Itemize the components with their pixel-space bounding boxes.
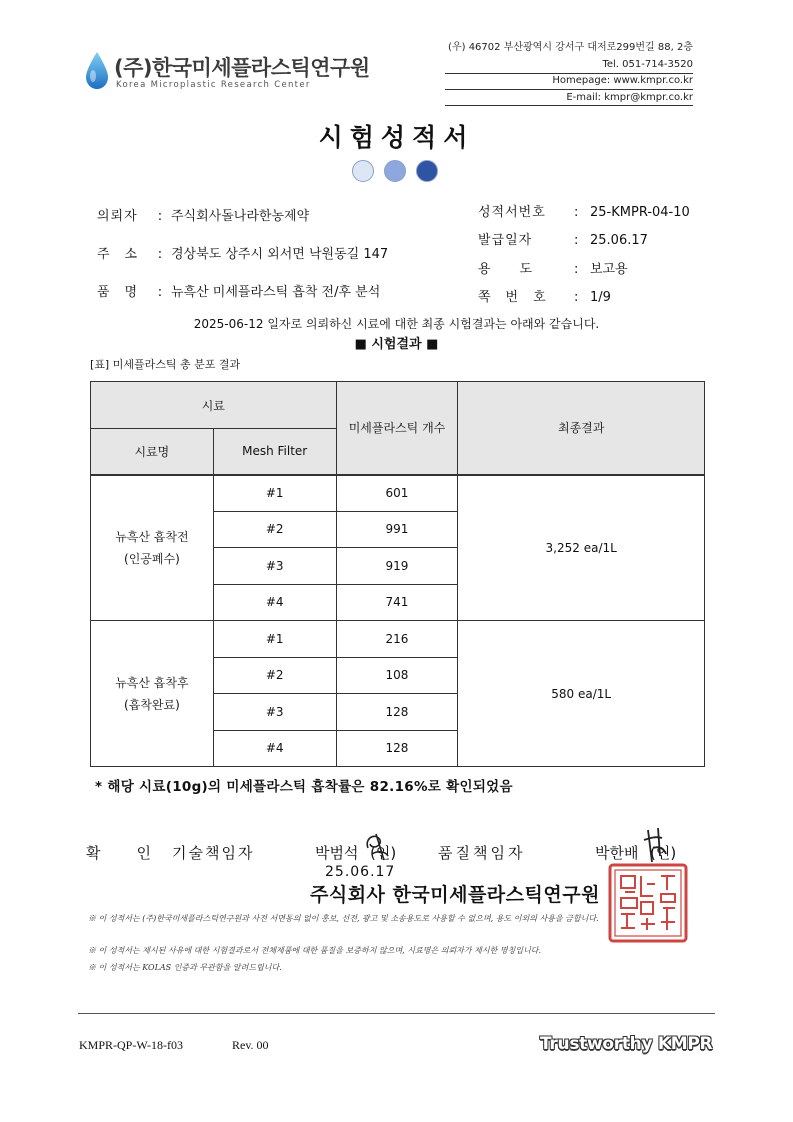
revision: Rev. 00 xyxy=(232,1038,269,1052)
mesh-cell: #4 xyxy=(213,584,336,621)
info-value: 25-KMPR-04-10 xyxy=(590,205,690,220)
table-caption: [표] 미세플라스틱 총 분포 결과 xyxy=(90,358,241,371)
tech-manager-label: 기술책임자 xyxy=(172,844,255,862)
dot-light xyxy=(352,160,374,182)
mesh-cell: #2 xyxy=(213,511,336,548)
sample-name: 뉴흑산 흡착전 xyxy=(115,529,189,544)
document-title: 시험성적서 xyxy=(318,123,475,152)
info-purpose: 용 도 : 보고용 xyxy=(478,258,628,277)
intro-text: 2025-06-12 일자로 의뢰하신 시료에 대한 최종 시험결과는 아래와 같습니다. xyxy=(193,317,600,331)
info-label: 품 명 xyxy=(97,285,139,300)
sample-name-cell xyxy=(91,475,214,621)
count-cell: 216 xyxy=(336,621,458,658)
mesh-cell: #3 xyxy=(213,694,336,731)
slogan: Trustworthy KMPR xyxy=(540,1034,713,1054)
quality-manager-name: 박한배 xyxy=(595,844,639,862)
info-label: 성적서번호 xyxy=(478,205,546,220)
disclaimer-1: ※ 이 성적서는 (주)한국미세플라스틱연구원과 사전 서면동의 없이 홍보, 선전, 광고 및 소송용도로 사용할 수 없으며, 용도 이외의 사용을 금합니다. xyxy=(88,914,599,923)
sample-subname: (흡착완료) xyxy=(124,697,180,712)
header-sample-name: 시료명 xyxy=(91,429,214,475)
info-label: 발급일자 xyxy=(478,233,533,248)
count-cell: 919 xyxy=(336,548,458,585)
address: (우) 46702 부산광역시 강서구 대저로299번길 88, 2층 xyxy=(448,42,693,53)
info-value: 보고용 xyxy=(590,262,628,277)
water-drop-logo-icon xyxy=(84,51,110,91)
tech-manager-seal-mark: (인) xyxy=(370,844,397,862)
info-label: 용 도 xyxy=(478,262,534,277)
contact-rule xyxy=(445,105,693,106)
dot-dark xyxy=(416,160,438,182)
table-row xyxy=(91,475,705,512)
header-count: 미세플라스틱 개수 xyxy=(336,382,458,475)
homepage: Homepage: www.kmpr.co.kr xyxy=(552,75,693,86)
mesh-cell: #1 xyxy=(213,621,336,658)
tel: Tel. 051-714-3520 xyxy=(602,58,693,70)
mesh-cell: #4 xyxy=(213,730,336,767)
info-issue-date: 발급일자 : 25.06.17 xyxy=(478,229,648,248)
info-value: 1/9 xyxy=(590,290,611,305)
count-cell: 108 xyxy=(336,657,458,694)
info-label: 주 소 xyxy=(97,247,139,262)
adsorption-note: * 해당 시료(10g)의 미세플라스틱 흡착률은 82.16%로 확인되었음 xyxy=(95,779,513,795)
header-sample: 시료 xyxy=(91,382,337,429)
final-cell: 580 ea/1L xyxy=(458,621,705,767)
info-product: 품 명 : 뉴흑산 미세플라스틱 흡착 전/후 분석 xyxy=(97,281,380,300)
count-cell: 601 xyxy=(336,475,458,512)
org-name: (주)한국미세플라스틱연구원 xyxy=(114,56,370,80)
disclaimer-3: ※ 이 성적서는 KOLAS 인증과 무관함을 알려드립니다. xyxy=(88,963,282,972)
quality-manager-label: 품질책임자 xyxy=(438,844,526,862)
info-value: 뉴흑산 미세플라스틱 흡착 전/후 분석 xyxy=(171,285,381,300)
result-heading: ■ 시험결과 ■ xyxy=(354,337,439,352)
count-cell: 128 xyxy=(336,694,458,731)
contact-rule xyxy=(445,73,693,74)
sample-name: 뉴흑산 흡착후 xyxy=(115,675,189,690)
tech-manager-name: 박범석 xyxy=(315,844,359,862)
info-label: 의뢰자 xyxy=(97,209,138,224)
mesh-cell: #3 xyxy=(213,548,336,585)
contact-rule xyxy=(445,89,693,90)
count-cell: 741 xyxy=(336,584,458,621)
tech-manager-signature-icon xyxy=(362,830,392,864)
form-code: KMPR-QP-W-18-f03 xyxy=(79,1038,183,1052)
final-cell: 3,252 ea/1L xyxy=(458,475,705,621)
quality-manager-seal-mark: (인) xyxy=(650,844,677,862)
count-cell: 991 xyxy=(336,511,458,548)
mesh-cell: #2 xyxy=(213,657,336,694)
info-client: 의뢰자 : 주식회사돌나라한농제약 xyxy=(97,205,309,224)
results-table xyxy=(90,381,705,767)
info-report-no: 성적서번호 : 25-KMPR-04-10 xyxy=(478,201,690,220)
org-name-en: Korea Microplastic Research Center xyxy=(116,80,311,90)
header-mesh-filter: Mesh Filter xyxy=(213,429,336,475)
footer-rule xyxy=(78,1013,715,1014)
info-label: 쪽 번 호 xyxy=(478,290,547,305)
info-page-no: 쪽 번 호 : 1/9 xyxy=(478,286,611,305)
quality-manager-signature-icon xyxy=(640,826,670,866)
decorative-dots xyxy=(352,160,442,182)
header-final: 최종결과 xyxy=(458,382,705,475)
company-seal-icon xyxy=(607,862,689,944)
signature-date: 25.06.17 xyxy=(325,864,396,880)
info-value: 경상북도 상주시 외서면 낙원동길 147 xyxy=(171,247,389,262)
dot-medium xyxy=(384,160,406,182)
info-value: 주식회사돌나라한농제약 xyxy=(171,209,310,224)
mesh-cell: #1 xyxy=(213,475,336,512)
company-name: 주식회사 한국미세플라스틱연구원 xyxy=(310,884,600,906)
info-value: 25.06.17 xyxy=(590,233,648,248)
sample-subname: (인공폐수) xyxy=(124,551,180,566)
sample-name-cell xyxy=(91,621,214,767)
info-address: 주 소 : 경상북도 상주시 외서면 낙원동길 147 xyxy=(97,243,388,262)
confirm-label: 확 인 xyxy=(86,844,153,862)
table-row xyxy=(91,621,705,658)
count-cell: 128 xyxy=(336,730,458,767)
disclaimer-2: ※ 이 성적서는 제시된 사유에 대한 시험결과로서 전체제품에 대한 품질을 보증하지 않으며, 시료명은 의뢰자가 제시한 명칭입니다. xyxy=(88,946,542,955)
email: E-mail: kmpr@kmpr.co.kr xyxy=(566,91,693,103)
